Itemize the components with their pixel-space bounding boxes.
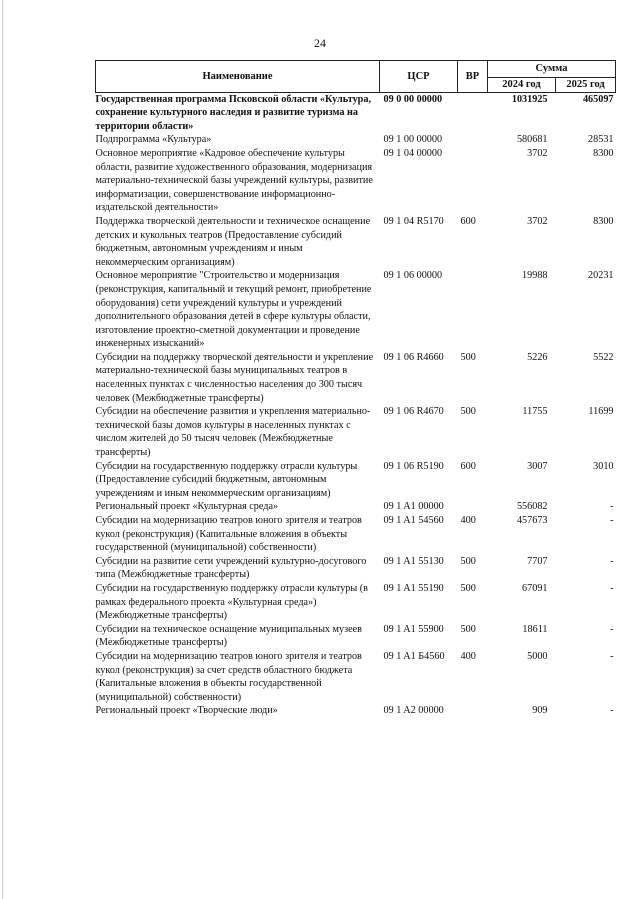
table-row xyxy=(96,147,616,215)
table-row xyxy=(96,514,616,555)
row-sum-2025: - xyxy=(610,515,614,526)
scan-edge-line xyxy=(2,0,3,899)
row-name: Основное мероприятие «Кадровое обеспечение культуры области, развитие художественного образования, модернизация материально-технической базы учреждений культуры, развитие информатизации, совершенствование информационно-издательской деятельности» xyxy=(95,147,373,214)
row-csr-code: 09 1 04 R5170 xyxy=(383,215,444,227)
table-row xyxy=(96,623,616,650)
row-csr-code: 09 1 06 R4660 xyxy=(383,351,444,363)
row-sum-2024: 457673 xyxy=(516,515,548,526)
row-sum-2024: 556082 xyxy=(516,501,548,513)
row-sum-2025: 8300 xyxy=(593,147,614,159)
row-name: Субсидии на модернизацию театров юного зрителя и театров кукол (реконструкция) (Капитальные вложения в объекты государственной (муниципальной) собственности) xyxy=(95,515,362,554)
row-name: Субсидии на поддержку творческой деятельности и укрепление материально-технической базы муниципальных театров в населенных пунктах с численностью населения до 300 тысяч человек (Межбюджетные трансферты) xyxy=(95,351,374,404)
row-vr-code xyxy=(458,500,488,514)
row-sum-2025: - xyxy=(610,705,614,717)
row-sum-2024: 1031925 xyxy=(488,92,556,133)
row-sum-2024: 11755 xyxy=(522,406,548,418)
row-name: Подпрограмма «Культура» xyxy=(95,134,212,146)
row-name: Субсидии на техническое оснащение муниципальных музеев (Межбюджетные трансферты) xyxy=(95,623,362,649)
row-name: Субсидии на государственную поддержку отрасли культуры (в рамках федерального проекта «Культурная среда») (Межбюджетные трансферты) xyxy=(95,582,368,622)
header-year-2025: 2025 год xyxy=(556,77,616,92)
row-vr-code: 400 xyxy=(460,515,476,526)
row-csr-code: 09 1 00 00000 xyxy=(383,134,443,146)
row-name: Основное мероприятие "Строительство и модернизация (реконструкция, капитальный и текущий ремонт, приобретение оборудования) сети учреждений культуры и учреждений дополнительного образования детей в сфере культуры области, изготовление проектно-сметной документации и проведение инженерных изысканий» xyxy=(95,270,372,350)
row-sum-2025: - xyxy=(610,582,614,594)
table-row xyxy=(96,704,616,718)
row-csr-code: 09 1 A1 55190 xyxy=(383,582,444,594)
row-vr-code: 500 xyxy=(460,623,476,635)
header-sum: Сумма xyxy=(488,61,616,78)
table-body xyxy=(96,92,616,718)
row-sum-2024: 3702 xyxy=(527,215,548,227)
table-row xyxy=(96,582,616,623)
table-row xyxy=(96,215,616,269)
row-name: Региональный проект «Творческие люди» xyxy=(95,705,278,717)
row-sum-2024: 3007 xyxy=(527,460,548,472)
budget-table xyxy=(95,60,616,718)
row-csr-code: 09 1 06 R5190 xyxy=(383,460,444,472)
header-csr: ЦСР xyxy=(380,61,458,93)
table-row xyxy=(96,500,616,514)
budget-table-wrapper xyxy=(95,60,615,718)
row-sum-2025: - xyxy=(610,650,614,662)
row-sum-2025: 11699 xyxy=(588,406,614,418)
row-csr-code: 09 1 A1 00000 xyxy=(383,501,444,513)
row-sum-2024: 5000 xyxy=(527,650,548,662)
row-csr-code: 09 1 04 00000 xyxy=(383,147,443,159)
row-csr-code: 09 1 A1 55130 xyxy=(383,555,444,567)
page-number: 24 xyxy=(314,36,326,50)
row-sum-2025: 28531 xyxy=(588,134,614,146)
row-name: Субсидии на государственную поддержку отрасли культуры (Предоставление субсидий бюджетным, автономным учреждениям и иным некоммерческим организациям) xyxy=(95,460,358,499)
row-csr-code: 09 1 A2 00000 xyxy=(383,705,444,717)
row-name: Региональный проект «Культурная среда» xyxy=(95,501,279,513)
row-sum-2024: 7707 xyxy=(527,555,548,567)
row-csr-code: 09 1 A1 54560 xyxy=(383,515,444,526)
table-row xyxy=(96,351,616,405)
row-name: Государственная программа Псковской области «Культура, сохранение культурного наследия и развитие туризма на территории области» xyxy=(96,92,380,133)
row-vr-code xyxy=(458,147,488,215)
header-vr: ВР xyxy=(458,61,488,93)
row-sum-2025: 8300 xyxy=(593,215,614,227)
row-sum-2025: - xyxy=(610,555,614,567)
row-sum-2025: 20231 xyxy=(588,270,614,282)
row-name: Субсидии на обеспечение развития и укрепления материально-технической базы домов культуры в населенных пунктах с числом жителей до 50 тысяч человек (Межбюджетные трансферты) xyxy=(95,406,371,459)
row-sum-2025: 5522 xyxy=(593,351,614,363)
row-sum-2024: 909 xyxy=(532,705,548,717)
row-vr-code: 500 xyxy=(460,406,476,418)
row-name: Субсидии на развитие сети учреждений культурно-досугового типа (Межбюджетные трансферты) xyxy=(95,555,367,581)
header-year-2024: 2024 год xyxy=(488,77,556,92)
row-csr-code: 09 1 A1 55900 xyxy=(383,623,444,635)
table-row xyxy=(96,92,616,133)
row-csr-code: 09 1 A1 Б4560 xyxy=(383,650,445,662)
row-sum-2025: 3010 xyxy=(593,460,614,472)
table-row xyxy=(96,460,616,501)
row-sum-2025: - xyxy=(610,623,614,635)
row-csr-code: 09 0 00 00000 xyxy=(380,92,458,133)
table-row xyxy=(96,650,616,704)
row-csr-code: 09 1 06 00000 xyxy=(383,270,443,282)
header-name: Наименование xyxy=(96,61,380,93)
row-sum-2024: 18611 xyxy=(522,623,548,635)
row-vr-code: 500 xyxy=(460,582,476,594)
table-header xyxy=(96,61,616,93)
row-vr-code xyxy=(458,269,488,351)
row-vr-code xyxy=(458,704,488,718)
row-sum-2024: 5226 xyxy=(527,351,548,363)
row-csr-code: 09 1 06 R4670 xyxy=(383,406,444,418)
row-name: Субсидии на модернизацию театров юного зрителя и театров кукол (реконструкция) за счет средств областного бюджета (Капитальные вложения в объекты государственной (муниципальной) собственности) xyxy=(95,650,362,703)
row-sum-2024: 580681 xyxy=(516,134,548,146)
row-vr-code: 600 xyxy=(460,460,476,472)
table-row xyxy=(96,133,616,147)
row-vr-code: 400 xyxy=(460,650,476,662)
table-row xyxy=(96,555,616,582)
row-vr-code: 500 xyxy=(460,555,476,567)
row-sum-2025: 465097 xyxy=(556,92,616,133)
row-sum-2024: 3702 xyxy=(527,147,548,159)
row-vr-code: 500 xyxy=(460,351,476,363)
row-vr-code: 600 xyxy=(460,215,476,227)
row-sum-2025: - xyxy=(610,501,614,513)
row-name: Поддержка творческой деятельности и техническое оснащение детских и кукольных театров (Предоставление субсидий бюджетным, автономным учреждениям и иным некоммерческим организациям) xyxy=(95,215,371,268)
row-sum-2024: 67091 xyxy=(522,582,548,594)
row-vr-code xyxy=(458,92,488,133)
row-vr-code xyxy=(458,133,488,147)
row-sum-2024: 19988 xyxy=(522,270,548,282)
table-row xyxy=(96,405,616,459)
table-row xyxy=(96,269,616,351)
